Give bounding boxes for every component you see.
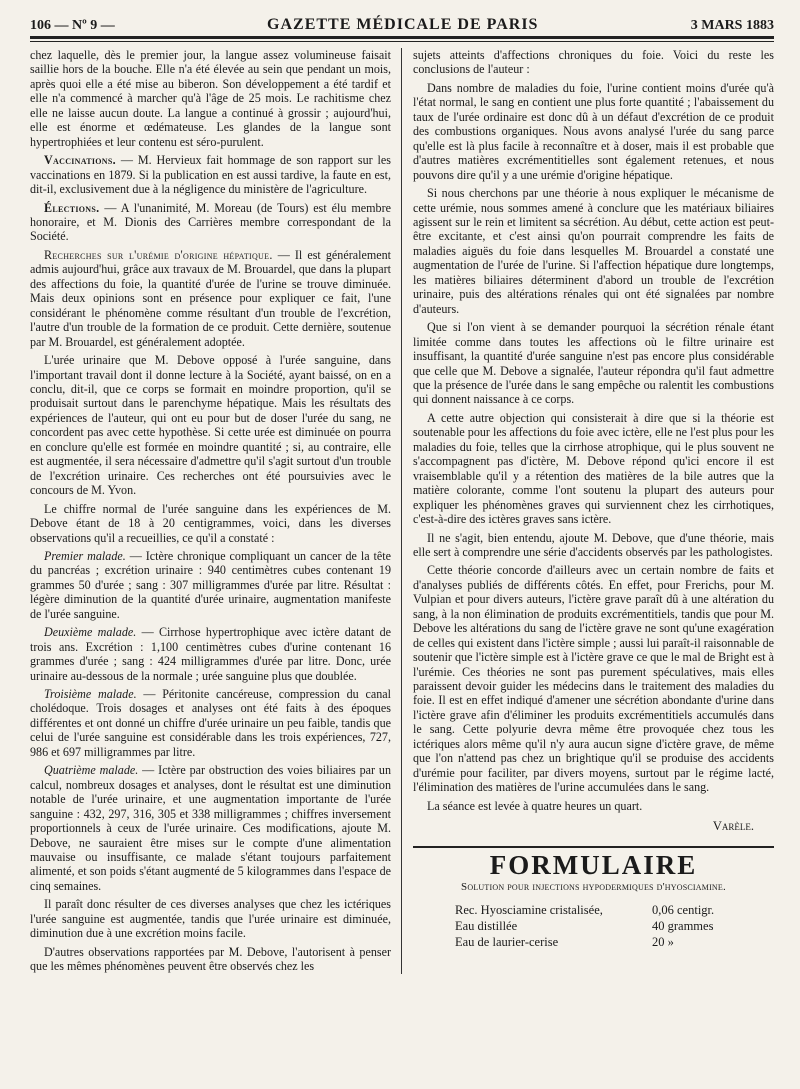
page-number: 106 — Nº 9 — bbox=[30, 18, 115, 33]
paragraph: Si nous cherchons par une théorie à nous expliquer le mécanisme de cette urémie, nous sommes amené à conclure que les matériaux biliaires agissent sur le rein et limitent sa sécrétion. Au début, cette action est peut-être excitante, et c'est ainsi qu'on pourrait comprendre les faits de maladies aiguës du foie dans lesquelles M. Brouardel a constaté une augmentation de l'urée de l'urine. Si l'affection hépatique dure longtemps, les matières biliaires déterminent d'abord un trouble de l'excrétion urinaire, puis des altérations rénales qui ont été signalées par nombre d'auteurs. bbox=[413, 186, 774, 316]
case-body: — Cirrhose hypertrophique avec ictère datant de trois ans. Excrétion : 1,100 centimètres cubes d'urine contenant 16 grammes d'urée ; sang : 424 milligrammes d'urée par litre. Donc, urée urinaire au-dessous de la normale ; urée sanguine plus que doublée. bbox=[30, 625, 391, 683]
header-rule-thin bbox=[30, 41, 774, 42]
paragraph: La séance est levée à quatre heures un quart. bbox=[427, 798, 643, 813]
section-vaccinations bbox=[30, 153, 391, 196]
case-4 bbox=[30, 763, 391, 893]
recipe-row bbox=[413, 934, 774, 950]
ingredient-qty: 20 » bbox=[652, 935, 674, 950]
paragraph: sujets atteints d'affections chroniques du foie. Voici du reste les conclusions de l'auteur : bbox=[413, 48, 774, 77]
case-3 bbox=[30, 687, 391, 759]
section-body: — M. Hervieux fait hommage de son rapport sur les vaccinations en 1879. Si la publication en est aussi tardive, la faute en est, dit-il, exclusivement due à la négligence du ministère de l'agriculture. bbox=[30, 153, 391, 197]
ingredient-name: Eau de laurier-cerise bbox=[455, 935, 559, 950]
section-heading: Élections. bbox=[44, 200, 100, 215]
ingredient-qty: 0,06 centigr. bbox=[652, 903, 715, 918]
case-heading: Deuxième malade. bbox=[44, 625, 137, 640]
header-rule bbox=[30, 36, 774, 39]
paragraph: L'urée urinaire que M. Debove opposé à l'urée sanguine, dans l'important travail dont il donne lecture à la Société, ayant baissé, on en a conclu, dit-il, que ce corps se formait en moindre proportion, qu'il se produisait surtout dans le parenchyme hépatique. Mais les résultats des expériences de l'auteur, qui ont eu pour but de doser l'urée du sang, ne concordent pas avec cette hypothèse. Si cette urée est diminuée on pourra en conclure qu'elle est formée en moindre quantité ; si, au contraire, elle est augmentée, il sera nécessaire d'admettre qu'il s'agit surtout d'un trouble de l'excrétion urinaire. Ces recherches ont été poursuivies avec le concours de M. Yvon. bbox=[30, 353, 391, 498]
formulaire-section bbox=[413, 846, 774, 951]
section-body: — A l'unanimité, M. Moreau (de Tours) est élu membre honoraire, et M. Dionis des Carrières membre correspondant de la Société. bbox=[30, 200, 391, 244]
formulaire-subtitle: Solution pour injections hypodermiques d'hyosciamine. bbox=[461, 881, 726, 894]
section-recherches bbox=[30, 248, 391, 349]
section-body: — Il est généralement admis aujourd'hui, grâce aux travaux de M. Brouardel, que dans la plupart des affections du foie, la quantité d'urée de l'urine se trouve diminuée. Mais deux opinions sont en présence pour expliquer ce fait, l'une considérant le phénomène comme résultant d'un trouble de l'excrétion, l'autre d'un trouble de la formation de ce produit. Cette dernière, soutenue par M. Brouardel, est généralement adoptée. bbox=[30, 247, 391, 349]
author-signature: Varèle. bbox=[712, 819, 754, 834]
recipe-table bbox=[413, 902, 774, 950]
recipe-row bbox=[413, 902, 774, 918]
section-heading: Vaccinations. bbox=[44, 153, 116, 168]
ingredient-name: Rec. Hyosciamine cristalisée, bbox=[455, 903, 603, 918]
ingredient-name: Eau distillée bbox=[455, 919, 518, 934]
case-heading: Quatrième malade. bbox=[44, 763, 139, 778]
left-column bbox=[30, 48, 401, 974]
issue-date: 3 MARS 1883 bbox=[690, 18, 774, 33]
case-1 bbox=[30, 549, 391, 621]
journal-title: GAZETTE MÉDICALE DE PARIS bbox=[267, 16, 539, 33]
article-columns bbox=[30, 48, 774, 974]
case-body: — Péritonite cancéreuse, compression du canal cholédoque. Trois dosages et analyses ont été faits à des époques différentes et ont donné un chiffre d'urée urinaire un peu faible, tandis que celui de l'urée sanguine est considérable dans les trois expériences, 727, 986 et 697 milligrammes par litre. bbox=[30, 687, 391, 759]
paragraph: Il ne s'agit, bien entendu, ajoute M. Debove, que d'une théorie, mais elle sert à comprendre une série d'accidents observés par les pathologistes. bbox=[413, 530, 774, 559]
ingredient-qty: 40 grammes bbox=[652, 919, 714, 934]
paragraph: Que si l'on vient à se demander pourquoi la sécrétion rénale étant limitée comme dans toutes les affections où le filtre urinaire est insuffisant, la quantité d'urée sanguine n'est pas encore plus considérable que celle que M. Debove a signalée, l'auteur répondra qu'il faut admettre que la présence de l'urée dans le sang empêche ou ralentit les combustions qui donnent naissance à ce corps. bbox=[413, 320, 774, 407]
case-heading: Premier malade. bbox=[44, 548, 126, 563]
case-body: — Ictère par obstruction des voies biliaires par un calcul, nombreux dosages et analyses, dont le résultat est une diminution notable de l'urée urinaire, et une augmentation importante de l'urée sanguine : 432, 297, 316, 305 et 338 milligrammes ; chiffres inversement proportionnels à ceux de l'urée urinaire. Ces modifications, ajoute M. Debove, ne sauraient être mises sur le compte d'une alimentation mauvaise ou insuffisante, ce malade s'étant toujours parfaitement alimenté, et son poids s'étant augmenté de 5 kilogrammes dans l'espace de cinq semaines. bbox=[30, 763, 392, 893]
section-elections bbox=[30, 201, 391, 244]
paragraph: Le chiffre normal de l'urée sanguine dans les expériences de M. Debove étant de 18 à 20 centigrammes, voici, dans les diverses observations qu'il a recueillies, ce qu'il a constaté : bbox=[30, 501, 391, 545]
page-header bbox=[30, 0, 774, 34]
formulaire-title: FORMULAIRE bbox=[489, 849, 698, 880]
case-heading: Troisième malade. bbox=[44, 687, 137, 702]
right-column bbox=[401, 48, 774, 974]
case-2 bbox=[30, 625, 391, 683]
paragraph: A cette autre objection qui consisterait à dire que si la théorie est soutenable pour les affections du foie avec ictère, elle ne l'est plus pour les maladies du foie, telles que la cirrhose atrophique, qui le plus souvent ne s'accompagnent pas d'ictère, M. Debove répond qu'ici encore il est vraisemblable qu'il y a rétention des matières de la bile autres que la matière colorante, comme l'ont soutenu la plupart des auteurs pour expliquer les phénomènes graves qui surviennent chez les cirrhotiques, c'est-à-dire des ictères graves sans ictère. bbox=[413, 410, 774, 527]
paragraph: Il paraît donc résulter de ces diverses analyses que chez les ictériques l'urée sanguine est augmentée, tandis que l'urée urinaire est diminuée, diminution due à une excrétion moins facile. bbox=[30, 897, 391, 941]
paragraph: D'autres observations rapportées par M. Debove, l'autorisent à penser que les mêmes phénomènes peuvent être observés chez les bbox=[30, 944, 391, 974]
paragraph: chez laquelle, dès le premier jour, la langue assez volumineuse faisait saillie hors de la bouche. Elle n'a été élevée au sein que pendant un mois, après quoi elle a été mise au biberon. Son développement a été tardif et elle n'a commencé à marcher qu'à l'âge de 25 mois. Le rachitisme chez elle ne laisse aucun doute. La langue a continué à grossir ; aujourd'hui, elle est énorme et œdémateuse. Les glandes de la langue sont hypertrophiées et leur contenu est séro-purulent. bbox=[30, 48, 391, 149]
section-heading: Recherches sur l'urémie d'origine hépatique. bbox=[44, 247, 273, 262]
case-body: — Ictère chronique compliquant un cancer de la tête du pancréas ; excrétion urinaire : 940 centimètres cubes contenant 19 grammes 50 d'urée ; sang : 307 milligrammes d'urée par litre. Résultat : légère diminution de la quantité d'urée urinaire, augmentation manifeste de l'urée sanguine. bbox=[30, 548, 391, 621]
recipe-row bbox=[413, 918, 774, 934]
paragraph: Cette théorie concorde d'ailleurs avec un certain nombre de faits et d'analyses publiés de différents côtés. En effet, pour Frerichs, pour M. Vulpian et pour divers auteurs, l'ictère grave paraît dû à une altération du sang, à la non élimination de produits excrémentitiels, tandis que pour M. Debove les altérations du sang de l'ictère grave ne sont qu'une exagération de celles qui existent dans l'ictère simple ; aussi lui paraît-il raisonnable de soutenir que l'ictère simple est à l'ictère grave ce que le mal de Bright est à l'urémie. Ces théories ne sont pas purement spéculatives, mais elles paraissent devoir guider les médecins dans le traitement des maladies du foie. Il est en effet indiqué d'amener une sécrétion abondante d'urine dans l'ictère grave afin d'éliminer les produits excrémentitiels accumulés dans le sang. Cette polyurie devra même être provoquée chez tous les ictériques alors même qu'il n'y aura aucun signe d'ictère grave, de même que l'on n'attend pas chez un brightique qu'il se produise des accidents d'urémie pour faciliter, par divers moyens, surtout par le régime lacté, l'élimination des matières de l'urine accumulées dans le sang. bbox=[413, 563, 774, 795]
paragraph: Dans nombre de maladies du foie, l'urine contient moins d'urée qu'à l'état normal, le sang en contient une plus forte quantité ; l'abaissement du taux de l'urée ordinaire est donc dû à un défaut d'excrétion de ce produit des combustions organiques. Nous avons analysé l'urée du sang parce qu'elle est là plus facile à reconnaître et à doser, mais il est probable que d'autres matières excrémentitielles sont également retenues, et nous pouvons dire qu'il y a une urémie d'origine hépatique. bbox=[413, 80, 774, 182]
